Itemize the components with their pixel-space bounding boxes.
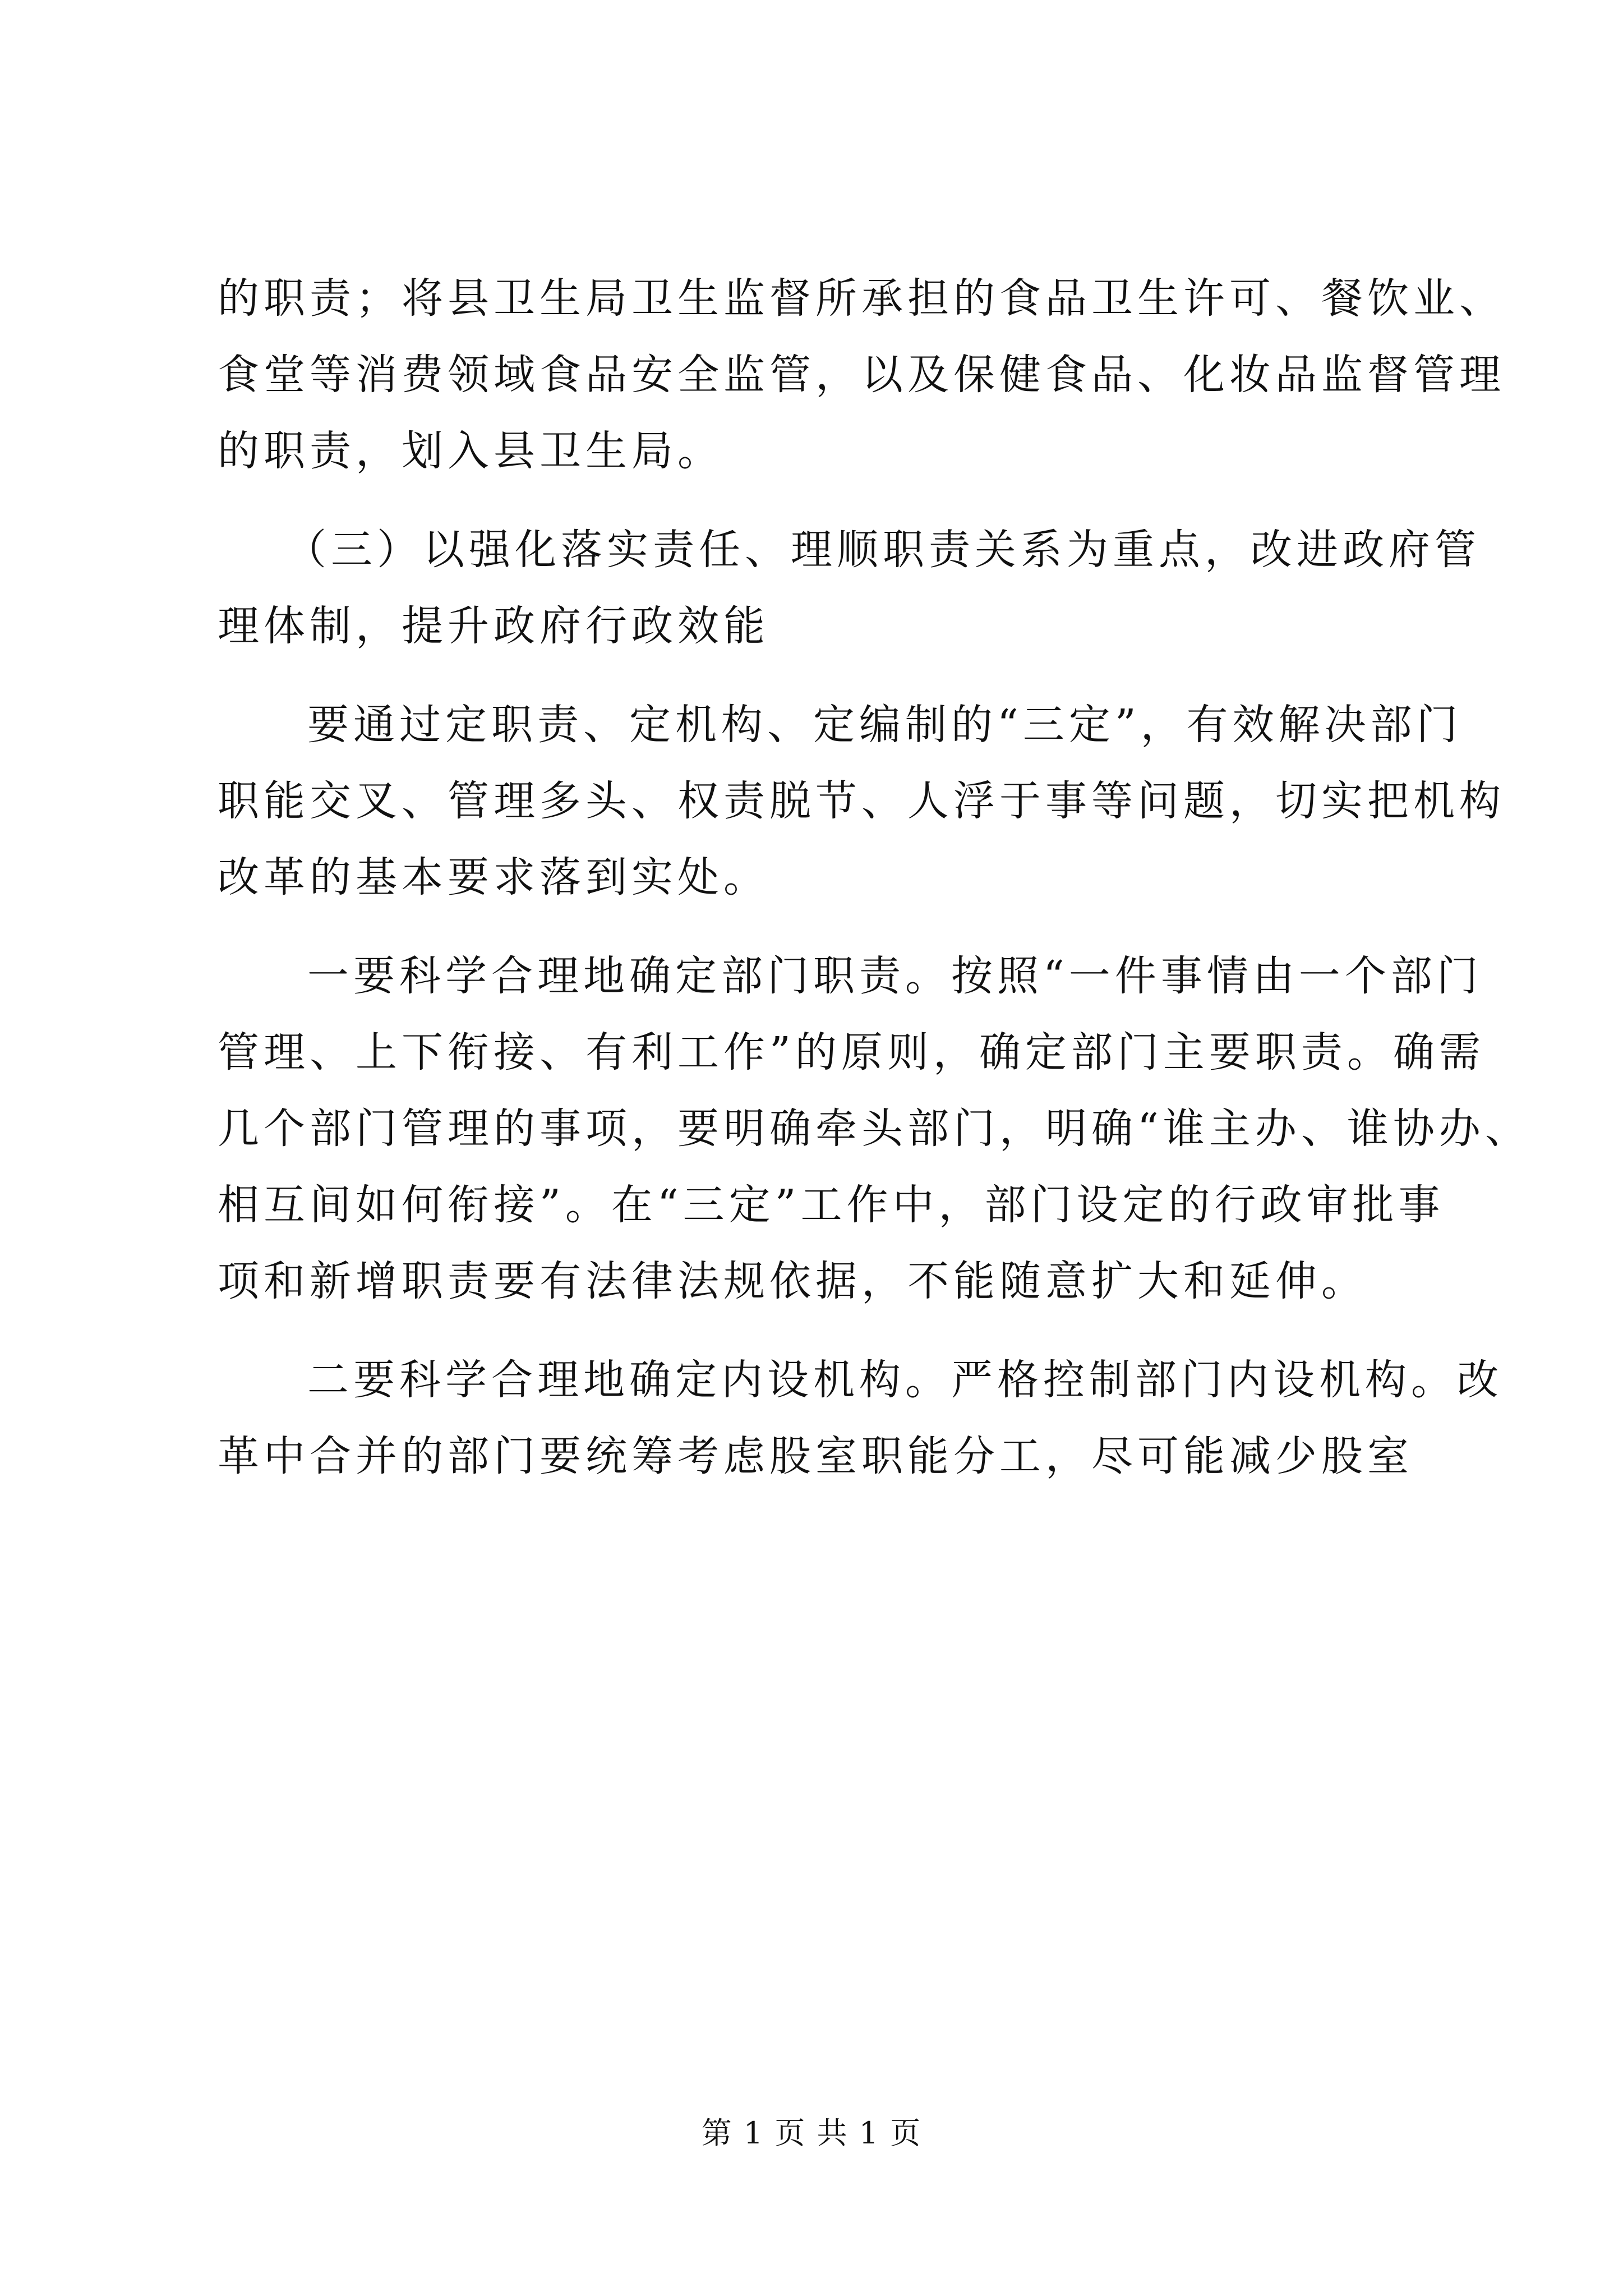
text-line: 食堂等消费领域食品安全监管，以及保健食品、化妆品监督管理	[218, 351, 1505, 399]
paragraph-5	[218, 1342, 1503, 1494]
text-line: （三）以强化落实责任、理顺职责关系为重点，改进政府管	[285, 526, 1481, 574]
text-line: 革中合并的部门要统筹考虑股室职能分工，尽可能减少股室	[218, 1432, 1413, 1480]
text-line: 的职责；将县卫生局卫生监督所承担的食品卫生许可、餐饮业、	[218, 274, 1505, 323]
text-line: 职能交叉、管理多头、权责脱节、人浮于事等问题，切实把机构	[218, 777, 1505, 825]
text-line: 项和新增职责要有法律法规依据，不能随意扩大和延伸。	[218, 1257, 1367, 1305]
page-footer: 第 1 页 共 1 页	[701, 2115, 922, 2151]
paragraph-3	[218, 687, 1505, 915]
text-line: 理体制，提升政府行政效能	[218, 602, 769, 650]
document-body	[218, 260, 1531, 1494]
text-line: 相互间如何衔接”。在“三定”工作中，部门设定的行政审批事	[218, 1181, 1445, 1229]
text-line: 二要科学合理地确定内设机构。严格控制部门内设机构。改	[307, 1356, 1503, 1404]
text-line: 的职责，划入县卫生局。	[218, 427, 723, 475]
paragraph-1	[218, 260, 1505, 489]
text-line: 改革的基本要求落到实处。	[218, 853, 769, 901]
paragraph-4	[218, 938, 1531, 1319]
text-line: 管理、上下衔接、有利工作”的原则，确定部门主要职责。确需	[218, 1028, 1485, 1076]
text-line: 几个部门管理的事项，要明确牵头部门，明确“谁主办、谁协办、	[218, 1105, 1531, 1153]
text-line: 要通过定职责、定机构、定编制的“三定”，有效解决部门	[307, 701, 1463, 749]
text-line: 一要科学合理地确定部门职责。按照“一件事情由一个部门	[307, 952, 1483, 1000]
paragraph-2-heading	[218, 512, 1481, 664]
